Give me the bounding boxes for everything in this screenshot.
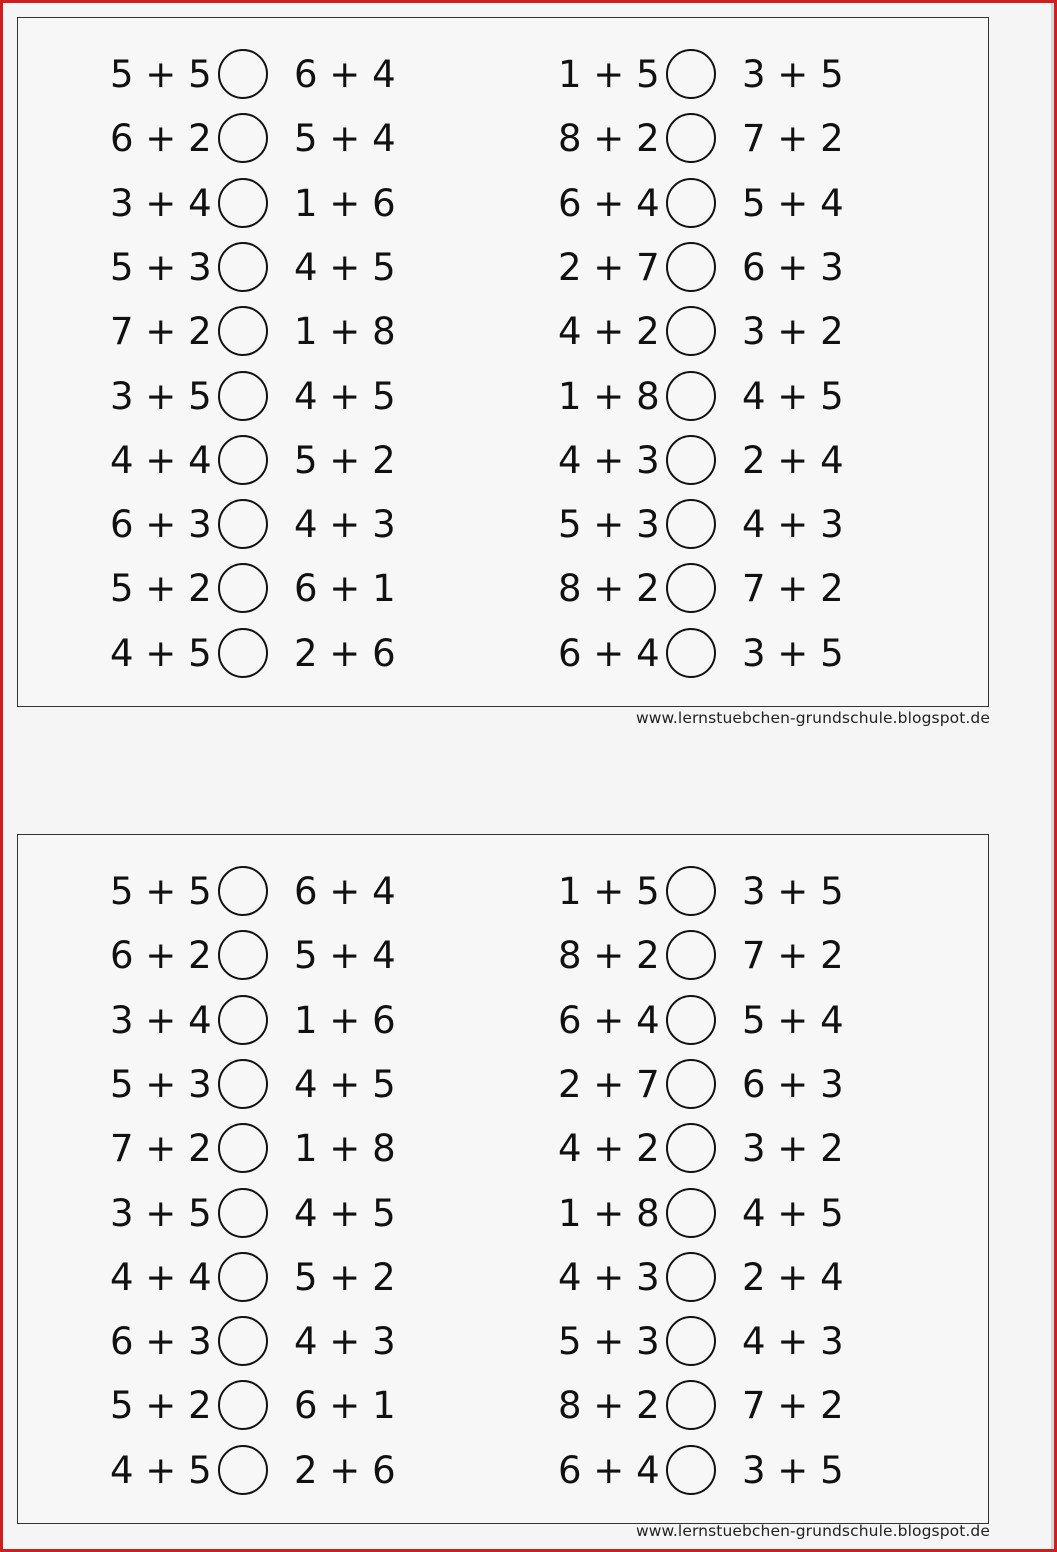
page-edge-shadow: [1051, 3, 1054, 1549]
exercise-row: [108, 1187, 468, 1241]
left-term: 4 + 3: [558, 1255, 660, 1299]
right-term: 4 + 5: [294, 245, 396, 289]
exercise-row: [108, 929, 468, 983]
comparison-answer-circle[interactable]: [666, 1445, 716, 1495]
comparison-answer-circle[interactable]: [218, 435, 268, 485]
comparison-answer-circle[interactable]: [218, 563, 268, 613]
comparison-answer-circle[interactable]: [218, 1123, 268, 1173]
right-term: 4 + 3: [742, 1320, 844, 1364]
right-term: 4 + 3: [294, 1320, 396, 1364]
worksheet-top: [17, 17, 989, 707]
exercise-row: [556, 865, 916, 919]
comparison-answer-circle[interactable]: [218, 995, 268, 1045]
comparison-answer-circle[interactable]: [218, 371, 268, 421]
exercise-row: [556, 370, 916, 424]
left-term: 3 + 5: [110, 1191, 212, 1235]
comparison-answer-circle[interactable]: [218, 113, 268, 163]
right-term: 7 + 2: [742, 117, 844, 161]
comparison-answer-circle[interactable]: [218, 242, 268, 292]
left-term: 5 + 3: [110, 245, 212, 289]
comparison-answer-circle[interactable]: [666, 1059, 716, 1109]
exercise-row: [556, 305, 916, 359]
right-term: 3 + 5: [742, 53, 844, 96]
exercise-row: [556, 48, 916, 102]
right-term: 3 + 5: [742, 1448, 844, 1492]
right-term: 4 + 5: [294, 374, 396, 418]
exercise-row: [108, 305, 468, 359]
right-term: 5 + 4: [294, 934, 396, 978]
website-credit-top: www.lernstuebchen-grundschule.blogspot.de: [635, 709, 990, 727]
left-term: 6 + 4: [558, 181, 660, 225]
comparison-answer-circle[interactable]: [666, 1252, 716, 1302]
left-term: 8 + 2: [558, 1384, 660, 1428]
left-term: 4 + 3: [558, 438, 660, 482]
right-term: 4 + 5: [742, 1191, 844, 1235]
comparison-answer-circle[interactable]: [666, 306, 716, 356]
exercise-row: [556, 1315, 916, 1369]
exercise-row: [108, 627, 468, 681]
worksheet-bottom: [17, 834, 989, 1524]
left-term: 5 + 2: [110, 1384, 212, 1428]
exercise-row: [108, 48, 468, 102]
left-term: 2 + 7: [558, 1062, 660, 1106]
exercise-row: [556, 929, 916, 983]
comparison-answer-circle[interactable]: [666, 242, 716, 292]
exercise-row: [108, 241, 468, 295]
exercise-row: [108, 865, 468, 919]
comparison-answer-circle[interactable]: [666, 499, 716, 549]
exercise-row: [556, 562, 916, 616]
left-term: 6 + 4: [558, 998, 660, 1042]
left-term: 5 + 3: [558, 503, 660, 547]
right-term: 7 + 2: [742, 934, 844, 978]
comparison-answer-circle[interactable]: [218, 49, 268, 99]
left-term: 6 + 3: [110, 1320, 212, 1364]
left-term: 8 + 2: [558, 117, 660, 161]
right-term: 2 + 4: [742, 438, 844, 482]
exercise-row: [108, 1379, 468, 1433]
left-term: 6 + 4: [558, 1448, 660, 1492]
right-term: 6 + 3: [742, 1062, 844, 1106]
comparison-answer-circle[interactable]: [218, 628, 268, 678]
exercise-row: [556, 177, 916, 231]
right-term: 5 + 4: [294, 117, 396, 161]
comparison-answer-circle[interactable]: [666, 49, 716, 99]
exercise-row: [556, 627, 916, 681]
exercise-row: [108, 434, 468, 488]
right-term: 4 + 3: [742, 503, 844, 547]
right-term: 5 + 2: [294, 438, 396, 482]
comparison-answer-circle[interactable]: [218, 866, 268, 916]
comparison-answer-circle[interactable]: [666, 930, 716, 980]
exercise-row: [108, 498, 468, 552]
left-term: 4 + 2: [558, 1127, 660, 1171]
comparison-answer-circle[interactable]: [666, 866, 716, 916]
right-term: 7 + 2: [742, 567, 844, 611]
exercise-row: [108, 1251, 468, 1305]
comparison-answer-circle[interactable]: [666, 178, 716, 228]
left-term: 6 + 3: [110, 503, 212, 547]
exercise-row: [108, 1444, 468, 1498]
comparison-answer-circle[interactable]: [218, 178, 268, 228]
comparison-answer-circle[interactable]: [666, 1188, 716, 1238]
comparison-answer-circle[interactable]: [218, 1188, 268, 1238]
comparison-answer-circle[interactable]: [666, 1380, 716, 1430]
exercise-row: [108, 562, 468, 616]
exercise-row: [108, 112, 468, 166]
left-term: 5 + 5: [110, 53, 212, 96]
right-term: 3 + 2: [742, 310, 844, 354]
exercise-row: [556, 1251, 916, 1305]
left-term: 4 + 5: [110, 631, 212, 675]
left-term: 4 + 4: [110, 438, 212, 482]
left-term: 4 + 5: [110, 1448, 212, 1492]
right-term: 2 + 6: [294, 631, 396, 675]
left-term: 1 + 5: [558, 870, 660, 913]
comparison-answer-circle[interactable]: [666, 1316, 716, 1366]
right-term: 6 + 3: [742, 245, 844, 289]
comparison-answer-circle[interactable]: [218, 1316, 268, 1366]
comparison-answer-circle[interactable]: [666, 371, 716, 421]
comparison-answer-circle[interactable]: [218, 1252, 268, 1302]
right-term: 5 + 4: [742, 181, 844, 225]
exercise-row: [108, 1058, 468, 1112]
right-term: 3 + 5: [742, 631, 844, 675]
exercise-row: [556, 1187, 916, 1241]
exercise-row: [556, 434, 916, 488]
left-term: 7 + 2: [110, 310, 212, 354]
exercise-row: [556, 1444, 916, 1498]
left-term: 2 + 7: [558, 245, 660, 289]
right-term: 4 + 5: [294, 1062, 396, 1106]
right-term: 6 + 1: [294, 1384, 396, 1428]
right-term: 1 + 6: [294, 181, 396, 225]
left-term: 5 + 3: [558, 1320, 660, 1364]
right-term: 7 + 2: [742, 1384, 844, 1428]
right-term: 1 + 8: [294, 310, 396, 354]
exercise-row: [108, 1315, 468, 1369]
exercise-row: [556, 498, 916, 552]
right-term: 6 + 4: [294, 870, 396, 913]
comparison-answer-circle[interactable]: [218, 499, 268, 549]
right-term: 2 + 6: [294, 1448, 396, 1492]
exercise-row: [556, 1122, 916, 1176]
left-term: 6 + 4: [558, 631, 660, 675]
left-term: 4 + 4: [110, 1255, 212, 1299]
comparison-answer-circle[interactable]: [218, 1445, 268, 1495]
left-term: 1 + 8: [558, 1191, 660, 1235]
right-term: 1 + 6: [294, 998, 396, 1042]
left-term: 5 + 2: [110, 567, 212, 611]
comparison-answer-circle[interactable]: [666, 435, 716, 485]
comparison-answer-circle[interactable]: [218, 1380, 268, 1430]
left-term: 7 + 2: [110, 1127, 212, 1171]
exercise-row: [556, 1058, 916, 1112]
exercise-row: [108, 1122, 468, 1176]
comparison-answer-circle[interactable]: [218, 930, 268, 980]
comparison-answer-circle[interactable]: [666, 563, 716, 613]
right-term: 6 + 4: [294, 53, 396, 96]
left-term: 3 + 4: [110, 998, 212, 1042]
left-term: 6 + 2: [110, 117, 212, 161]
right-term: 2 + 4: [742, 1255, 844, 1299]
left-term: 1 + 8: [558, 374, 660, 418]
website-credit-bottom: www.lernstuebchen-grundschule.blogspot.de: [635, 1522, 990, 1540]
left-term: 6 + 2: [110, 934, 212, 978]
comparison-answer-circle[interactable]: [666, 628, 716, 678]
left-term: 8 + 2: [558, 934, 660, 978]
comparison-answer-circle[interactable]: [666, 113, 716, 163]
right-term: 1 + 8: [294, 1127, 396, 1171]
right-term: 5 + 4: [742, 998, 844, 1042]
exercise-row: [108, 370, 468, 424]
right-term: 6 + 1: [294, 567, 396, 611]
comparison-answer-circle[interactable]: [218, 1059, 268, 1109]
left-term: 1 + 5: [558, 53, 660, 96]
left-term: 5 + 5: [110, 870, 212, 913]
exercise-row: [556, 994, 916, 1048]
exercise-row: [556, 1379, 916, 1433]
right-term: 4 + 5: [294, 1191, 396, 1235]
right-term: 3 + 5: [742, 870, 844, 913]
left-term: 3 + 4: [110, 181, 212, 225]
right-term: 4 + 5: [742, 374, 844, 418]
comparison-answer-circle[interactable]: [666, 1123, 716, 1173]
left-term: 5 + 3: [110, 1062, 212, 1106]
exercise-row: [108, 177, 468, 231]
left-term: 4 + 2: [558, 310, 660, 354]
right-term: 3 + 2: [742, 1127, 844, 1171]
left-term: 8 + 2: [558, 567, 660, 611]
right-term: 5 + 2: [294, 1255, 396, 1299]
comparison-answer-circle[interactable]: [218, 306, 268, 356]
left-term: 3 + 5: [110, 374, 212, 418]
exercise-row: [556, 241, 916, 295]
comparison-answer-circle[interactable]: [666, 995, 716, 1045]
exercise-row: [108, 994, 468, 1048]
exercise-row: [556, 112, 916, 166]
right-term: 4 + 3: [294, 503, 396, 547]
